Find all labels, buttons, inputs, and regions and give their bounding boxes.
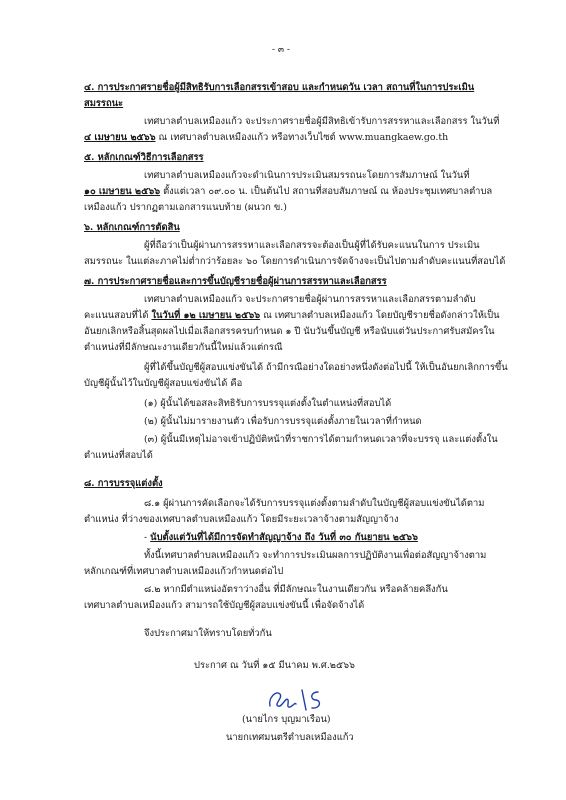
section-7-paragraph-line4: ตำแหน่งที่มีลักษณะงานเดียวกันนี้ใหม่แล้วแต่กรณี xyxy=(84,342,283,353)
section-8-evaluation-cont: หลักเกณฑ์ที่เทศบาลตำบลเหมืองแก้วกำหนดต่อไป xyxy=(84,566,284,577)
section-7-item-3-cont: ตำแหน่งที่สอบได้ xyxy=(84,450,153,461)
section-8-dash: - xyxy=(144,532,151,543)
section-6-heading: ๖. หลักเกณฑ์การตัดสิน xyxy=(84,222,180,233)
section-7-date: ในวันที่ ๑๒ เมษายน ๒๕๖๖ xyxy=(151,310,261,321)
section-8-paragraph-1-cont: ตำแหน่ง ที่ว่างของเทศบาลตำบลเหมืองแก้ว โดยมีระยะเวลาจ้างตามสัญญาจ้าง xyxy=(84,514,399,525)
section-5-date: ๑๐ เมษายน ๒๕๖๖ xyxy=(84,186,161,197)
announcement-date: ประกาศ ณ วันที่ ๑๕ มีนาคม พ.ศ.๒๕๖๖ xyxy=(194,660,355,671)
signature-image xyxy=(262,684,332,714)
section-4-heading-cont: สมรรถนะ xyxy=(84,98,124,109)
section-5-heading: ๕. หลักเกณฑ์วิธีการเลือกสรร xyxy=(84,152,204,163)
section-8-contract-period xyxy=(144,532,418,544)
section-7-paragraph-2-cont: บัญชีผู้นั้นไว้ในบัญชีผู้สอบแข่งขันได้ คือ xyxy=(84,378,243,389)
section-8-contract-date: นับตั้งแต่วันที่ได้มีการจัดทำสัญญาจ้าง ถึง วันที่ ๓๐ กันยายน ๒๕๖๖ xyxy=(150,532,418,543)
section-5-paragraph-end: เหมืองแก้ว ปรากฏตามเอกสารแนบท้าย (ผนวก ข.) xyxy=(84,202,287,213)
section-4-website-text: ณ เทศบาลตำบลเหมืองแก้ว หรือทางเว็บไซต์ www.muangkaew.go.th xyxy=(155,132,449,143)
signer-title: นายกเทศมนตรีตำบลเหมืองแก้ว xyxy=(226,732,354,743)
section-7-paragraph: เทศบาลตำบลเหมืองแก้ว จะประกาศรายชื่อผู้ผ่านการสรรหาและเลือกสรรตามลำดับ xyxy=(144,294,476,305)
section-5-paragraph: เทศบาลตำบลเหมืองแก้วจะดำเนินการประเมินสมรรถนะโดยการสัมภาษณ์ ในวันที่ xyxy=(144,170,470,181)
section-4-paragraph: เทศบาลตำบลเหมืองแก้ว จะประกาศรายชื่อผู้มีสิทธิเข้ารับการสรรหาและเลือกสรร ในวันที่ xyxy=(144,116,500,127)
section-7-item-2: (๒) ผู้นั้นไม่มารายงานตัว เพื่อรับการบรรจุแต่งตั้งภายในเวลาที่กำหนด xyxy=(144,416,422,427)
section-8-paragraph-2: ๘.๒ หากมีตำแหน่งอัตราว่างอื่น ที่มีลักษณะในงานเดียวกัน หรือคล้ายคลึงกัน xyxy=(144,584,448,595)
section-4-paragraph-cont xyxy=(84,132,448,144)
closing-announcement: จึงประกาศมาให้ทราบโดยทั่วกัน xyxy=(144,628,272,639)
section-7-score-text: คะแนนสอบที่ได้ xyxy=(84,310,152,321)
section-5-paragraph-cont xyxy=(84,186,492,198)
section-7-heading: ๗. การประกาศรายชื่อและการขึ้นบัญชีรายชื่อผู้ผ่านการสรรหาและเลือกสรร xyxy=(84,276,387,287)
section-8-heading: ๘. การบรรจุแต่งตั้ง xyxy=(84,478,163,489)
section-6-paragraph-cont: สมรรถนะ ในแต่ละภาคไม่ต่ำกว่าร้อยละ ๖๐ โดยการดำเนินการจัดจ้างจะเป็นไปตามลำดับคะแนนที่สอบได้ xyxy=(84,256,506,267)
section-7-paragraph-2: ผู้ที่ได้ขึ้นบัญชีผู้สอบแข่งขันได้ ถ้ามีกรณีอย่างใดอย่างหนึ่งดังต่อไปนี้ ให้เป็นอันยกเลิกการขึ้น xyxy=(144,362,508,373)
section-7-paragraph-cont xyxy=(84,310,500,322)
page-number: - ๓ - xyxy=(272,45,290,55)
signer-name: (นายไกร บุญมาเรือน) xyxy=(242,714,331,725)
section-4-date: ๔ เมษายน ๒๕๖๖ xyxy=(84,132,156,143)
section-8-evaluation: ทั้งนี้เทศบาลตำบลเหมืองแก้ว จะทำการประเมินผลการปฏิบัติงานเพื่อต่อสัญญาจ้างตาม xyxy=(144,550,487,561)
section-7-list-text: ณ เทศบาลตำบลเหมืองแก้ว โดยบัญชีรายชื่อดังกล่าวให้เป็น xyxy=(260,310,500,321)
section-8-paragraph-2-cont: เทศบาลตำบลเหมืองแก้ว สามารถใช้บัญชีผู้สอบแข่งขันนี้ เพื่อจัดจ้างได้ xyxy=(84,600,365,611)
section-7-item-1: (๑) ผู้นั้นได้ขอสละสิทธิรับการบรรจุแต่งตั้งในตำแหน่งที่สอบได้ xyxy=(144,398,392,409)
section-7-paragraph-line3: อันยกเลิกหรือสิ้นสุดผลไปเมื่อเลือกสรรครบกำหนด ๑ ปี นับวันขึ้นบัญชี หรือนับแต่วันประกาศรับสมัครใน xyxy=(84,326,495,337)
section-5-time-text: ตั้งแต่เวลา ๐๙.๐๐ น. เป็นต้นไป สถานที่สอบสัมภาษณ์ ณ ห้องประชุมเทศบาลตำบล xyxy=(160,186,493,197)
section-6-paragraph: ผู้ที่ถือว่าเป็นผู้ผ่านการสรรหาและเลือกสรรจะต้องเป็นผู้ที่ได้รับคะแนนในการ ประเมิน xyxy=(144,240,480,251)
section-4-heading: ๔. การประกาศรายชื่อผู้มีสิทธิรับการเลือกสรรเข้าสอบ และกำหนดวัน เวลา สถานที่ในการประเมิน xyxy=(84,82,475,93)
section-7-item-3: (๓) ผู้นั้นมีเหตุไม่อาจเข้าปฏิบัติหน้าที่ราชการได้ตามกำหนดเวลาที่จะบรรจุ และแต่งตั้งใน xyxy=(144,434,498,445)
section-8-paragraph-1: ๘.๑ ผู้ผ่านการคัดเลือกจะได้รับการบรรจุแต่งตั้งตามลำดับในบัญชีผู้สอบแข่งขันได้ตาม xyxy=(144,498,485,509)
